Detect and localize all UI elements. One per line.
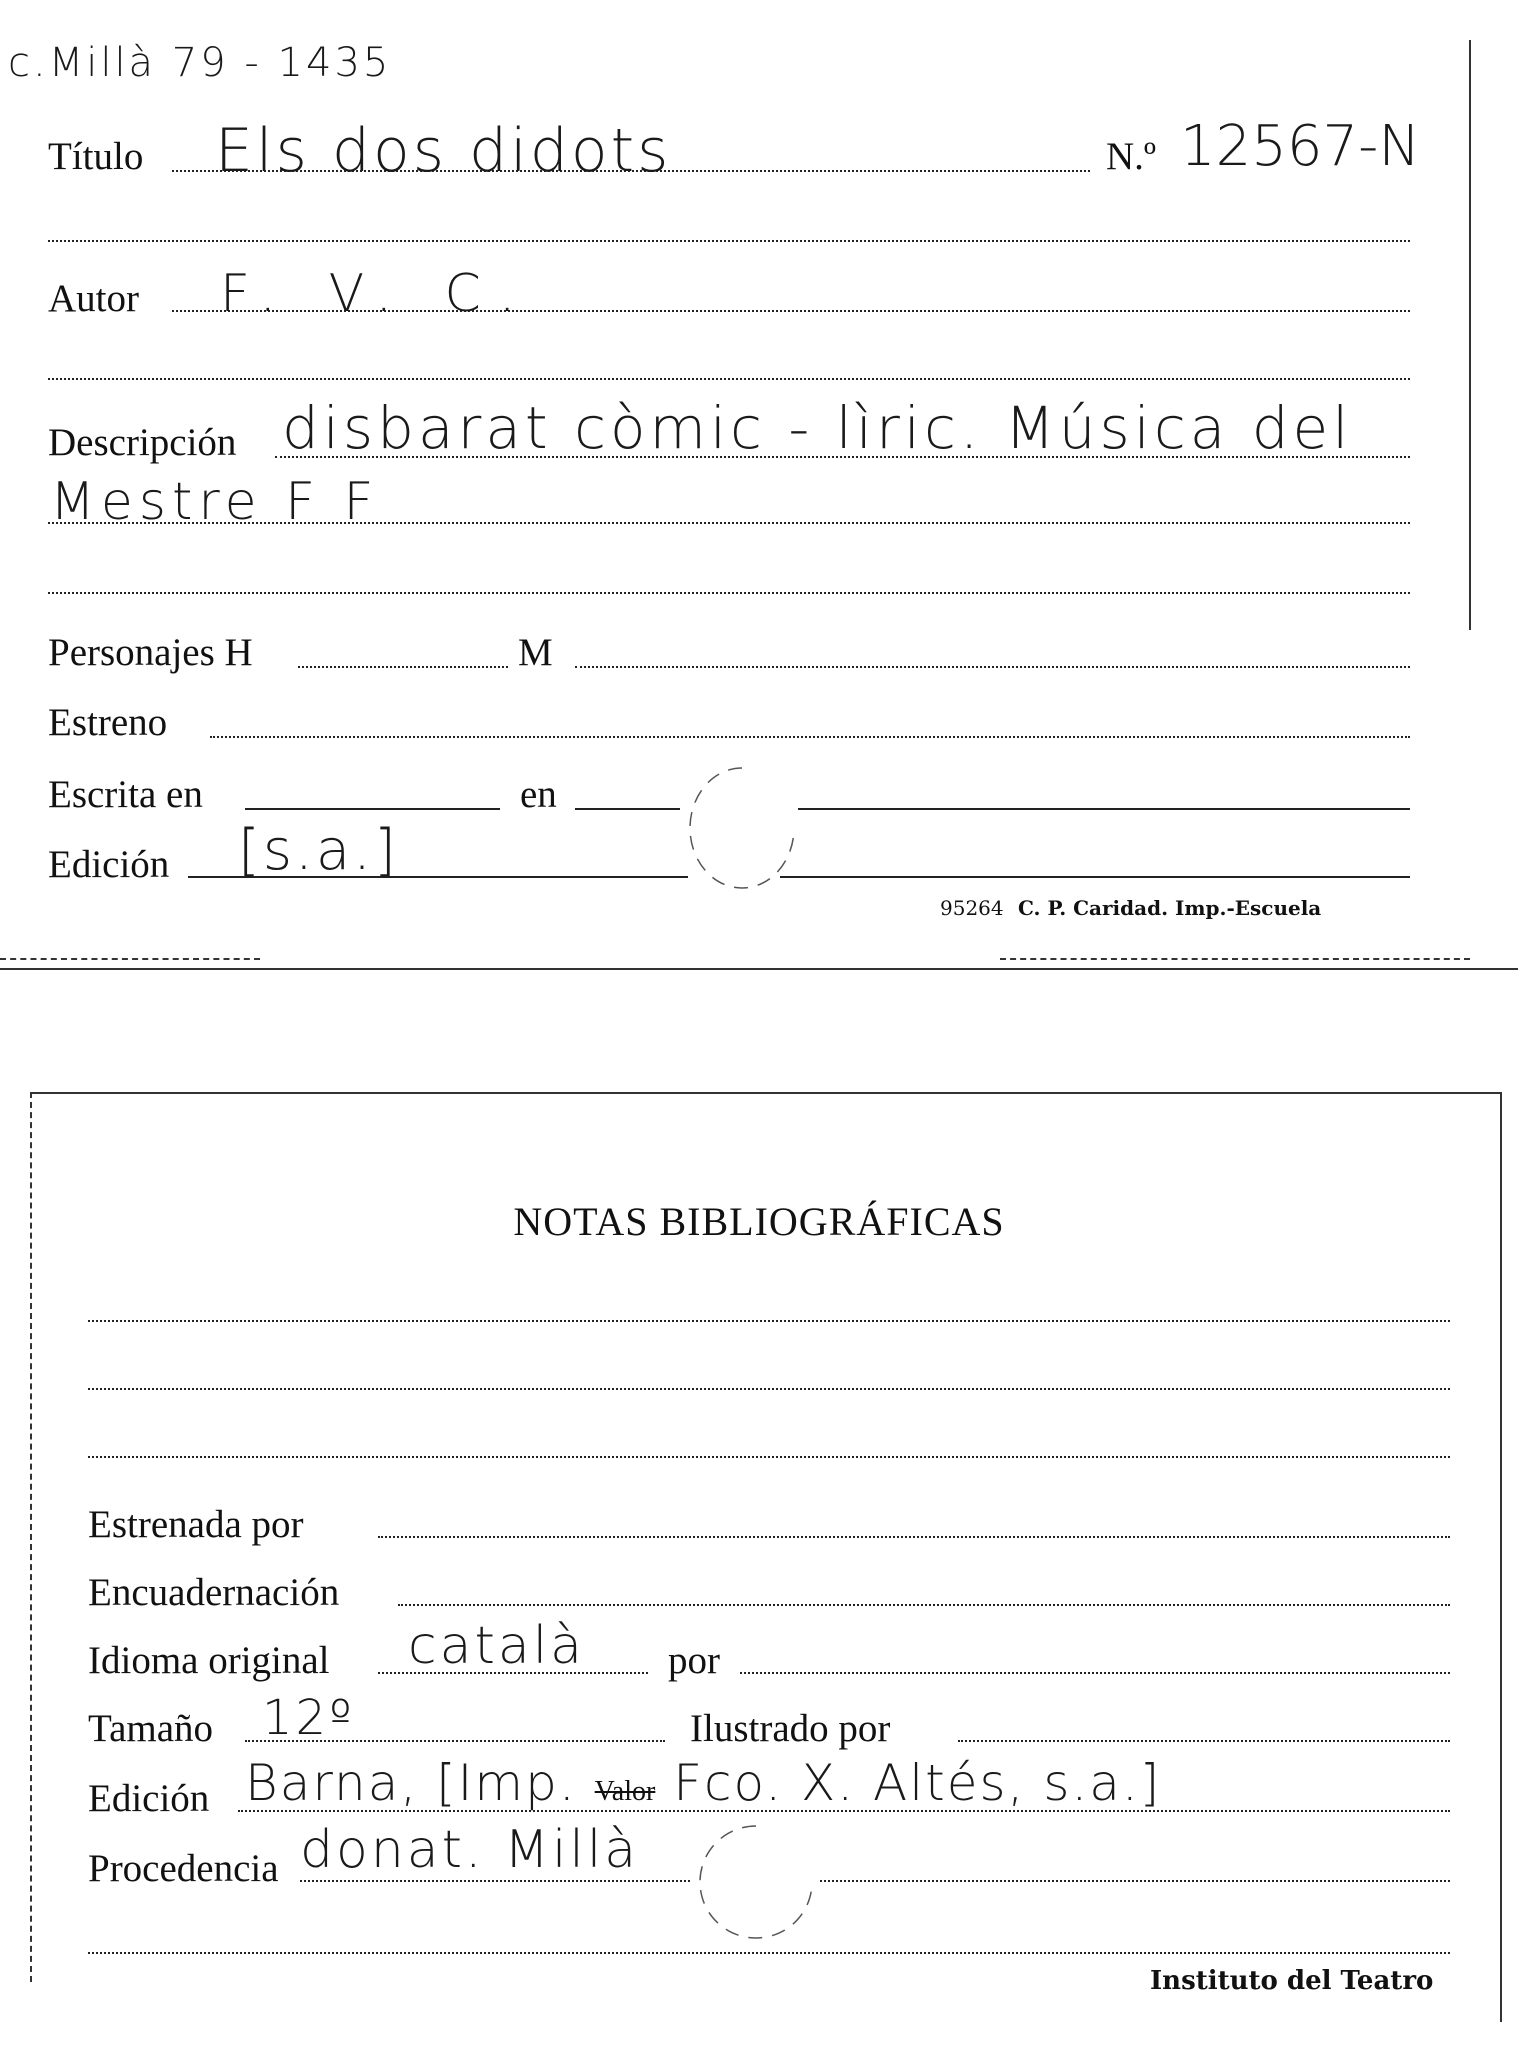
card2-top-border [30,1092,1500,1094]
autor-value: F. V. C. [220,264,534,324]
escrita-en-line-b [798,808,1410,810]
personajes-h-line [298,666,508,668]
printer-code: 95264 [940,896,1004,920]
tamano-label: Tamaño [88,1707,214,1750]
personajes-label: Personajes H [48,631,253,674]
edicion2-value-a: Barna, [Imp. [245,1754,577,1812]
printer-name: C. P. Caridad. Imp.-Escuela [1017,896,1322,920]
escrita-en-line-a [575,808,680,810]
descripcion-value-1: disbarat còmic - lìric. Música del [282,394,1353,462]
footer-institution: Instituto del Teatro [1150,1966,1434,1996]
descripcion-label: Descripción [48,421,237,464]
call-number: c.Millà 79 - 1435 [8,40,392,86]
estreno-label: Estreno [48,701,168,744]
personajes-m-label: M [518,631,553,674]
notas-line-1 [88,1320,1450,1322]
idioma-value: català [408,1616,586,1676]
card1-cut-mark-left [0,958,260,960]
autor-label: Autor [48,277,139,320]
descripcion-line-3 [48,592,1410,594]
idioma-label: Idioma original [88,1639,330,1682]
procedencia-line-b [820,1880,1450,1882]
notas-line-3 [88,1456,1450,1458]
titulo-extra-line [48,240,1410,242]
estrenada-line [378,1536,1450,1538]
titulo-value: Els dos didots [215,116,672,186]
edicion-line-b [780,876,1410,878]
numero-label: N.º [1106,135,1157,178]
idioma-por-label: por [668,1639,720,1682]
edicion2-value-struck: Valor [594,1776,656,1807]
personajes-m-line [575,666,1410,668]
notas-heading: NOTAS BIBLIOGRÁFICAS [513,1199,1005,1244]
edicion2-label: Edición [88,1777,210,1820]
notas-line-2 [88,1388,1450,1390]
descripcion-value-2: Mestre F F [50,472,380,532]
escrita-label: Escrita en [48,773,203,816]
procedencia-value: donat. Millà [300,1820,640,1880]
card1-bottom-border [0,968,1518,970]
encuadernacion-line [398,1604,1450,1606]
tamano-value: 12º [262,1690,355,1746]
autor-extra-line [48,378,1410,380]
stamp-circle-2 [690,1818,820,1948]
edicion-value: [s.a.] [238,818,399,883]
numero-value: 12567-N [1180,114,1421,179]
printer-imprint [940,896,1321,920]
titulo-label: Título [48,135,144,178]
ilustrado-line [958,1740,1450,1742]
stamp-circle [682,760,802,895]
edicion-label: Edición [48,843,170,886]
edicion2-value-b: Fco. X. Altés, s.a.] [673,1754,1162,1812]
ilustrado-label: Ilustrado por [690,1707,891,1750]
idioma-por-line [740,1672,1450,1674]
procedencia-line [300,1880,690,1882]
estreno-line [210,736,1410,738]
escrita-line [245,808,500,810]
edicion2-value [245,1754,1161,1812]
escrita-en-label: en [520,773,557,816]
procedencia-extra-line [88,1952,1450,1954]
procedencia-label: Procedencia [88,1847,279,1890]
encuadernacion-label: Encuadernación [88,1571,340,1614]
card1-right-border [1469,40,1471,630]
card1-cut-mark-right [1000,958,1470,960]
estrenada-label: Estrenada por [88,1503,304,1546]
